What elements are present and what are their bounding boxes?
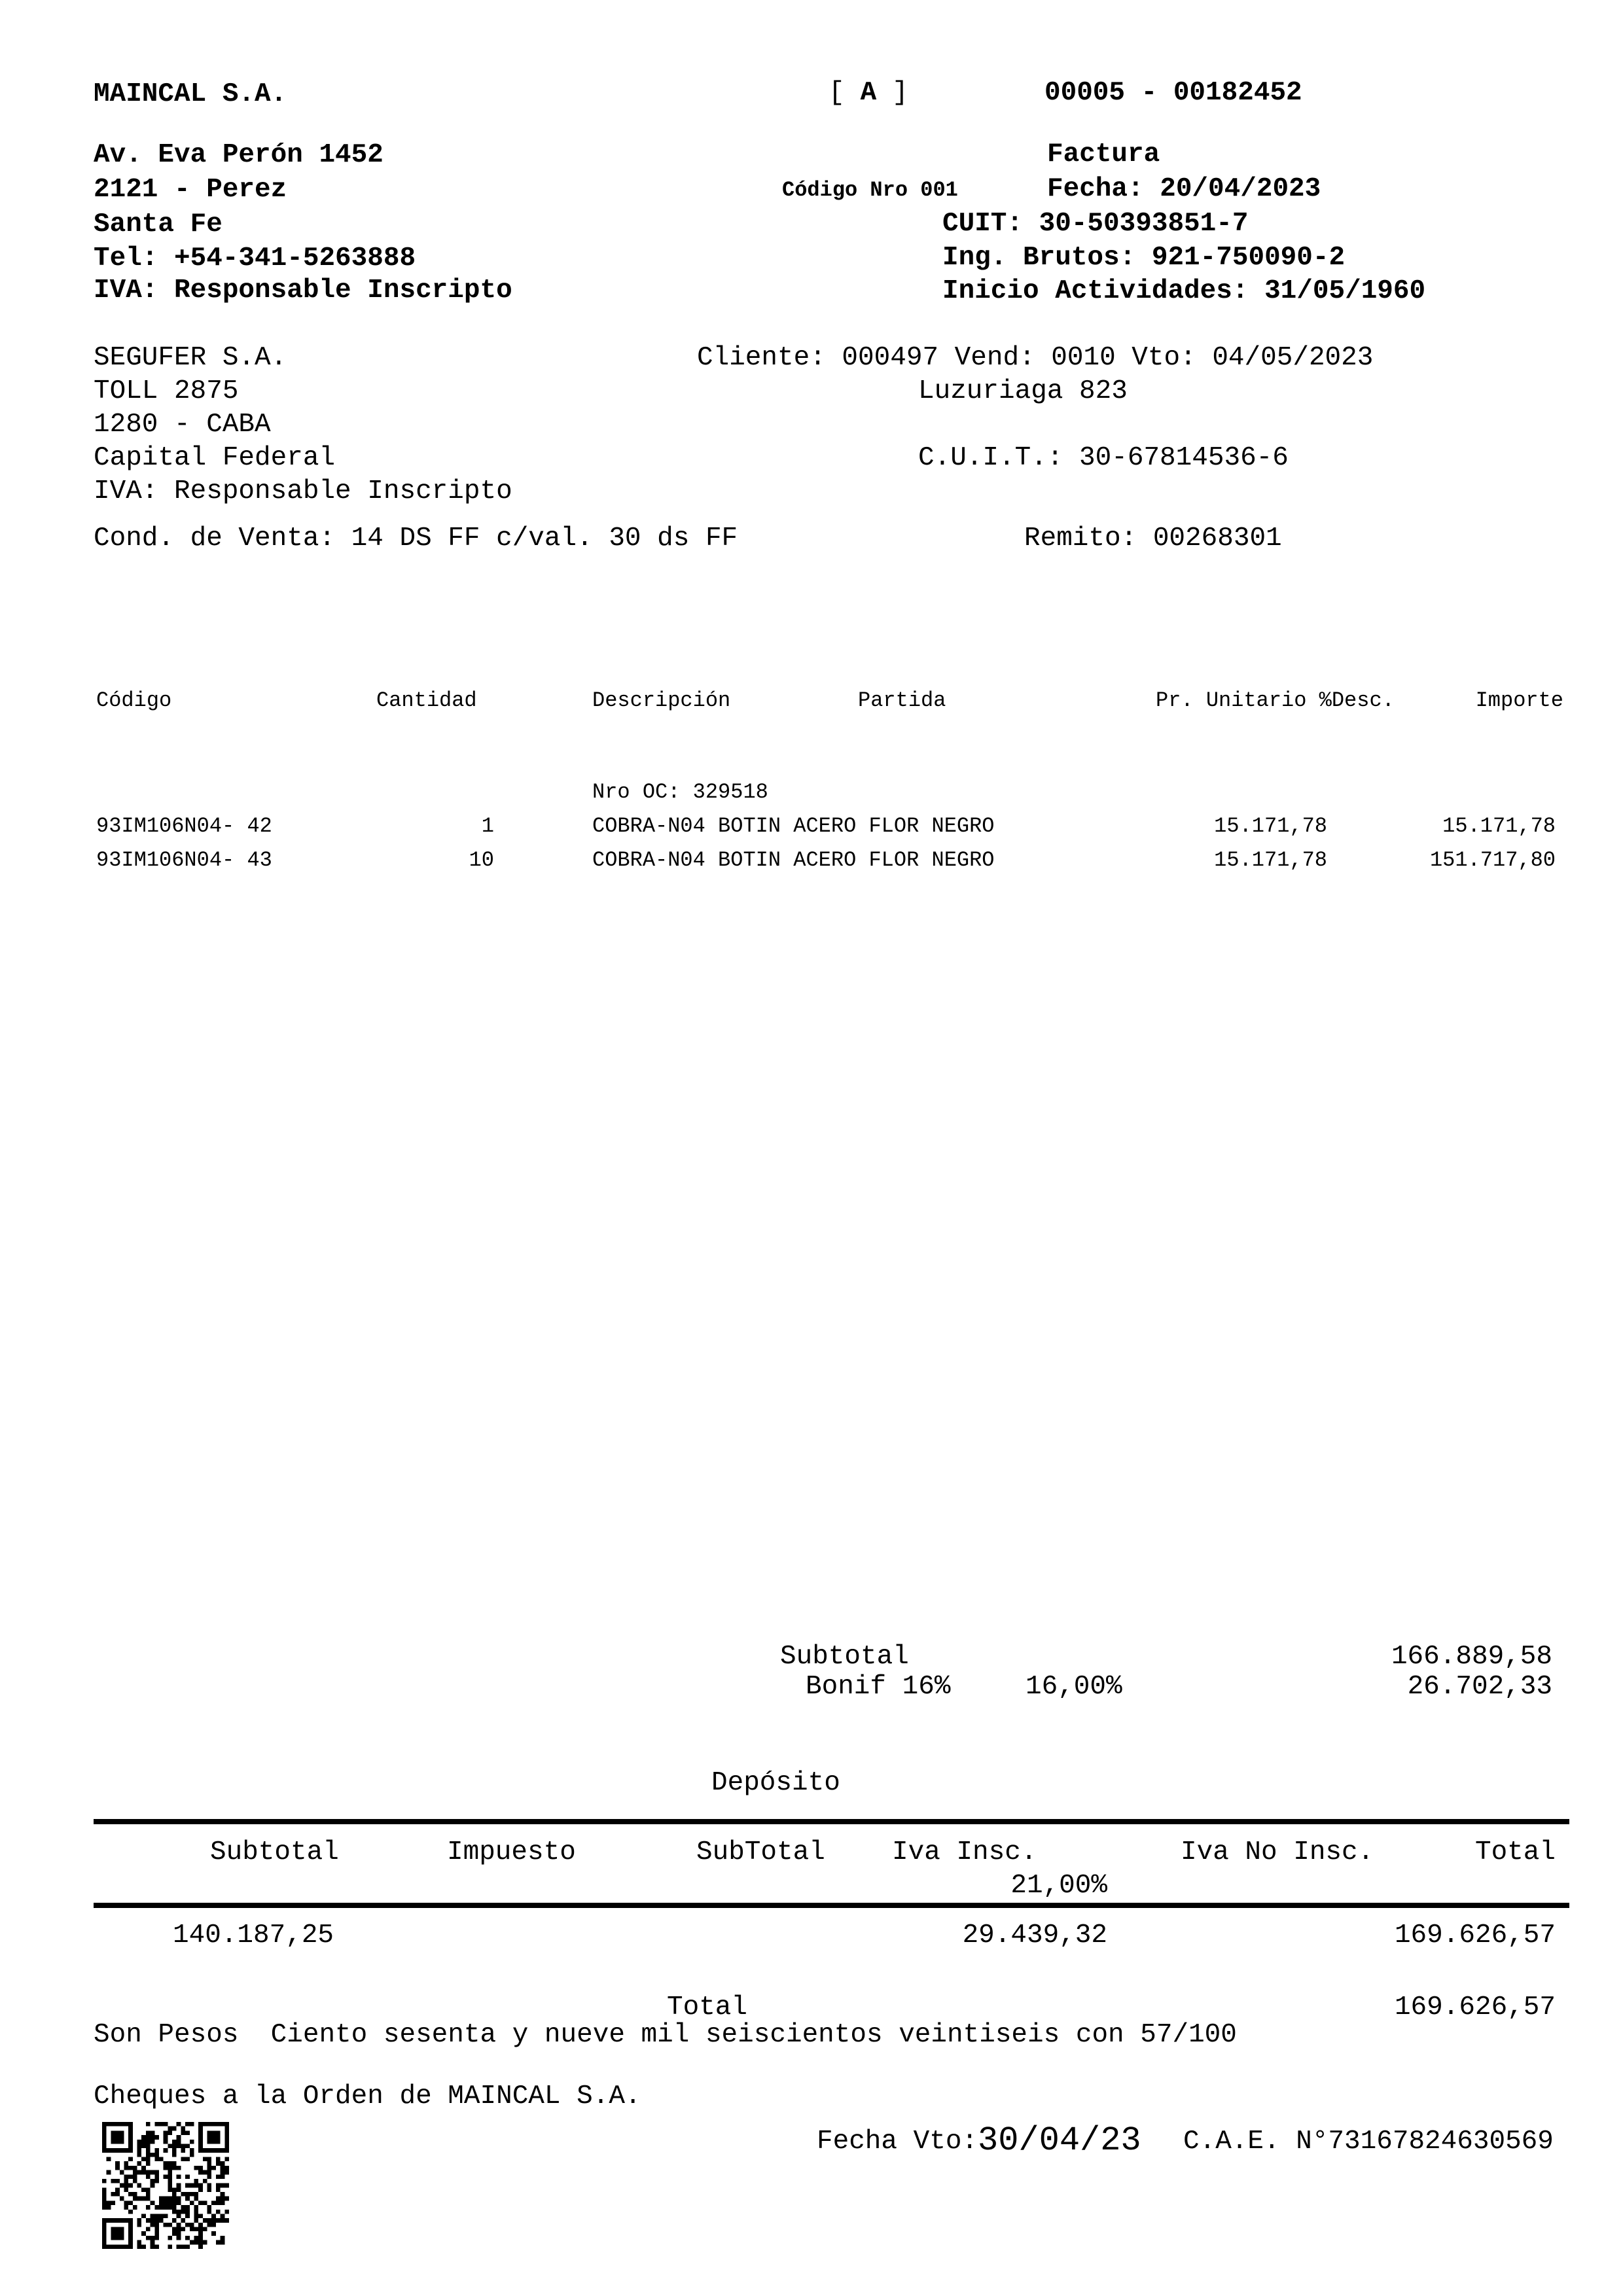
- document-type: Factura: [1047, 139, 1160, 169]
- customer-street: TOLL 2875: [94, 376, 239, 406]
- subtotal-value: 166.889,58: [1391, 1642, 1552, 1672]
- item-row-cantidad: 1: [481, 814, 494, 838]
- invoice-letter-box: [829, 80, 908, 107]
- cae-number: C.A.E. N°73167824630569: [1183, 2127, 1554, 2157]
- bonif-label: Bonif 16%: [806, 1672, 951, 1702]
- iva-rate: 21,00%: [1010, 1871, 1107, 1901]
- cae-due-date-label: Fecha Vto:: [817, 2127, 978, 2157]
- payment-terms: Cond. de Venta: 14 DS FF c/val. 30 ds FF: [94, 523, 738, 554]
- summary-value-subtotal: 140.187,25: [173, 1920, 334, 1951]
- ing-brutos: Ing. Brutos: 921-750090-2: [942, 243, 1346, 273]
- seller-iva-status: IVA: Responsable Inscripto: [94, 275, 512, 306]
- customer-city: 1280 - CABA: [94, 410, 271, 440]
- customer-cuit: C.U.I.T.: 30-67814536-6: [918, 443, 1289, 473]
- item-row-codigo: 93IM106N04- 42: [96, 814, 272, 838]
- seller-address-line2: 2121 - Perez: [94, 175, 287, 205]
- remito-number: Remito: 00268301: [1024, 523, 1282, 554]
- summary-header-impuesto: Impuesto: [447, 1837, 576, 1867]
- summary-value-total: 169.626,57: [1394, 1920, 1556, 1951]
- item-row-descripcion: COBRA-N04 BOTIN ACERO FLOR NEGRO: [592, 848, 995, 872]
- summary-value-iva-insc: 29.439,32: [962, 1920, 1107, 1951]
- seller-address-line3: Santa Fe: [94, 209, 223, 239]
- afip-qr-code: [102, 2122, 229, 2249]
- letter-bracket-close: ]: [892, 78, 908, 108]
- item-row-importe: 15.171,78: [1442, 814, 1556, 838]
- column-header-pr-unitario: Pr. Unitario %Desc.: [1156, 688, 1395, 713]
- grand-total-label: Total: [667, 1992, 748, 2022]
- customer-iva-status: IVA: Responsable Inscripto: [94, 476, 512, 506]
- summary-divider-bottom: [94, 1903, 1569, 1908]
- item-row-pr-unitario: 15.171,78: [1214, 814, 1327, 838]
- column-header-descripcion: Descripción: [592, 688, 731, 713]
- deposito-label: Depósito: [711, 1768, 840, 1798]
- seller-name: MAINCAL S.A.: [94, 79, 287, 109]
- invoice-letter: A: [860, 78, 877, 108]
- invoice-date: Fecha: 20/04/2023: [1047, 174, 1321, 204]
- column-header-partida: Partida: [858, 688, 946, 713]
- grand-total-value: 169.626,57: [1394, 1992, 1556, 2022]
- seller-cuit: CUIT: 30-50393851-7: [942, 209, 1249, 239]
- inicio-actividades: Inicio Actividades: 31/05/1960: [942, 276, 1426, 306]
- item-row-codigo: 93IM106N04- 43: [96, 848, 272, 872]
- customer-name: SEGUFER S.A.: [94, 343, 287, 373]
- invoice-number: 00005 - 00182452: [1044, 78, 1302, 108]
- customer-meta-line: Cliente: 000497 Vend: 0010 Vto: 04/05/2023: [697, 343, 1374, 373]
- item-row-descripcion: COBRA-N04 BOTIN ACERO FLOR NEGRO: [592, 814, 995, 838]
- summary-header-iva-no-insc: Iva No Insc.: [1181, 1837, 1374, 1867]
- cheques-order-line: Cheques a la Orden de MAINCAL S.A.: [94, 2081, 641, 2111]
- subtotal-label: Subtotal: [780, 1642, 909, 1672]
- codigo-nro: Código Nro 001: [782, 178, 958, 202]
- column-header-cantidad: Cantidad: [376, 688, 477, 713]
- item-row-cantidad: 10: [469, 848, 494, 872]
- column-header-codigo: Código: [96, 688, 172, 713]
- summary-header-subtotal2: SubTotal: [696, 1837, 825, 1867]
- item-row-importe: 151.717,80: [1429, 848, 1556, 872]
- customer-address2: Luzuriaga 823: [918, 376, 1128, 406]
- summary-header-subtotal: Subtotal: [210, 1837, 339, 1867]
- column-header-importe: Importe: [1475, 688, 1563, 713]
- letter-bracket-open: [: [829, 78, 845, 108]
- summary-header-iva-insc: Iva Insc.: [892, 1837, 1037, 1867]
- summary-header-total: Total: [1474, 1837, 1556, 1867]
- seller-phone: Tel: +54-341-5263888: [94, 243, 416, 274]
- summary-divider-top: [94, 1819, 1569, 1824]
- bonif-value: 26.702,33: [1407, 1672, 1552, 1702]
- item-row-pr-unitario: 15.171,78: [1214, 848, 1327, 872]
- seller-address-line1: Av. Eva Perón 1452: [94, 140, 383, 170]
- bonif-percent: 16,00%: [1026, 1672, 1122, 1702]
- purchase-order-note: Nro OC: 329518: [592, 780, 768, 804]
- cae-due-date-value: 30/04/23: [978, 2121, 1141, 2160]
- amount-in-words: Son Pesos Ciento sesenta y nueve mil seiscientos veintiseis con 57/100: [94, 2020, 1237, 2050]
- customer-province: Capital Federal: [94, 443, 336, 473]
